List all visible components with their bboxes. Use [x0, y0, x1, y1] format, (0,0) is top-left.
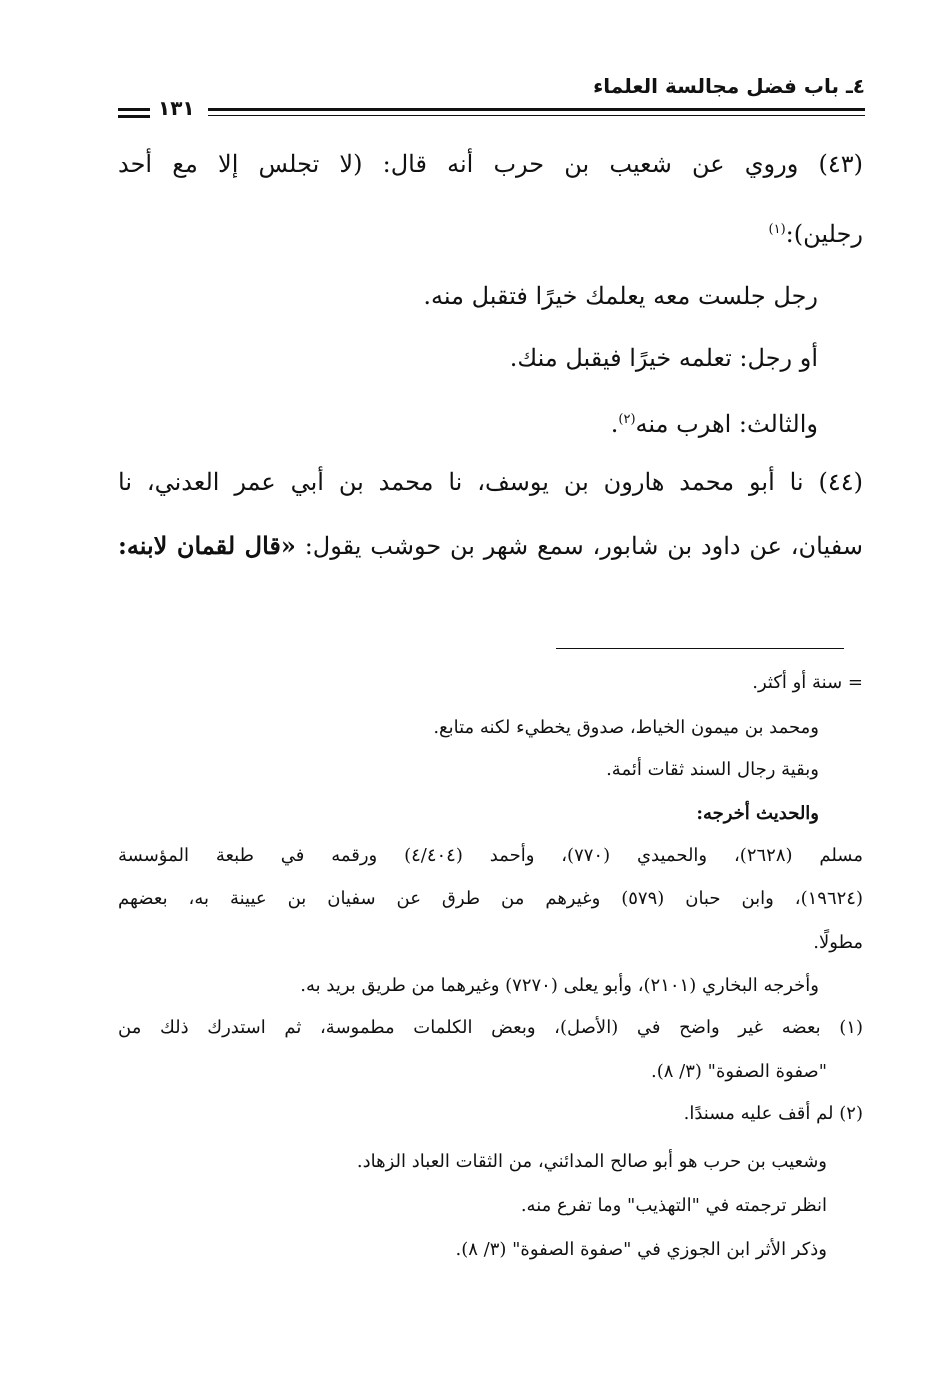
footnote-line: والحديث أخرجه: — [696, 803, 819, 824]
chapter-title: ٤ـ باب فضل مجالسة العلماء — [593, 74, 865, 98]
header-rule-thin — [208, 115, 865, 116]
footnote-line: وذكر الأثر ابن الجوزي في "صفوة الصفوة" (٣/ ٨). — [455, 1239, 827, 1260]
footnote-line: انظر ترجمته في "التهذيب" وما تفرع منه. — [520, 1195, 827, 1216]
footnote-line: "صفوة الصفوة" (٣/ ٨). — [651, 1061, 827, 1082]
footnote-line: وأخرجه البخاري (٢١٠١)، وأبو يعلى (٧٢٧٠) وغيرهما من طريق بريد به. — [300, 975, 819, 996]
footnote-line: = سنة أو أكثر. — [752, 672, 863, 693]
text-line: رجلين):$^{(١)}$ — [768, 220, 863, 248]
text-line: رجل جلست معه يعلمك خيرًا فتقبل منه. — [423, 282, 818, 310]
text-line: والثالث: اهرب منه$^{(٢)}$. — [610, 410, 818, 438]
page-header — [110, 70, 865, 130]
text-line: سفيان، عن داود بن شابور، سمع شهر بن حوشب يقول: «قال لقمان لابنه: — [118, 531, 863, 560]
header-rule — [208, 108, 865, 111]
text-line: (٤٤) نا أبو محمد هارون بن يوسف، نا محمد بن أبي عمر العدني، نا — [118, 468, 863, 496]
page-number-dash — [118, 115, 150, 118]
bold-quote: «قال لقمان لابنه: — [118, 531, 296, 560]
footnote-line: (١) بعضه غير واضح في (الأصل)، وبعض الكلمات مطموسة، ثم استدرك ذلك من — [118, 1017, 863, 1038]
footnote-line: وشعيب بن حرب هو أبو صالح المدائني، من الثقات العباد الزهاد. — [356, 1151, 827, 1172]
footnote-separator — [556, 648, 844, 649]
page-number-dash — [118, 108, 150, 111]
footnote-ref: (٢) — [618, 412, 636, 427]
footnote-line: (٢) لم أقف عليه مسندًا. — [683, 1103, 863, 1124]
text-line: (٤٣) وروي عن شعيب بن حرب أنه قال: (لا تجلس إلا مع أحد — [118, 150, 863, 178]
text-line: أو رجل: تعلمه خيرًا فيقبل منك. — [509, 344, 818, 372]
footnote-line: وبقية رجال السند ثقات أئمة. — [606, 759, 819, 780]
footnote-line: مطولًا. — [813, 932, 863, 953]
footnote-line: (١٩٦٢٤)، وابن حبان (٥٧٩) وغيرهم من طرق عن سفيان بن عيينة به، بعضهم — [118, 888, 863, 909]
footnote-ref: (١) — [768, 222, 786, 237]
footnote-line: مسلم (٢٦٢٨)، والحميدي (٧٧٠)، وأحمد (٤/٤٠٤) ورقمه في طبعة المؤسسة — [118, 845, 863, 866]
page-number: ١٣١ — [158, 96, 195, 120]
footnote-line: ومحمد بن ميمون الخياط، صدوق يخطيء لكنه متابع. — [433, 717, 819, 738]
